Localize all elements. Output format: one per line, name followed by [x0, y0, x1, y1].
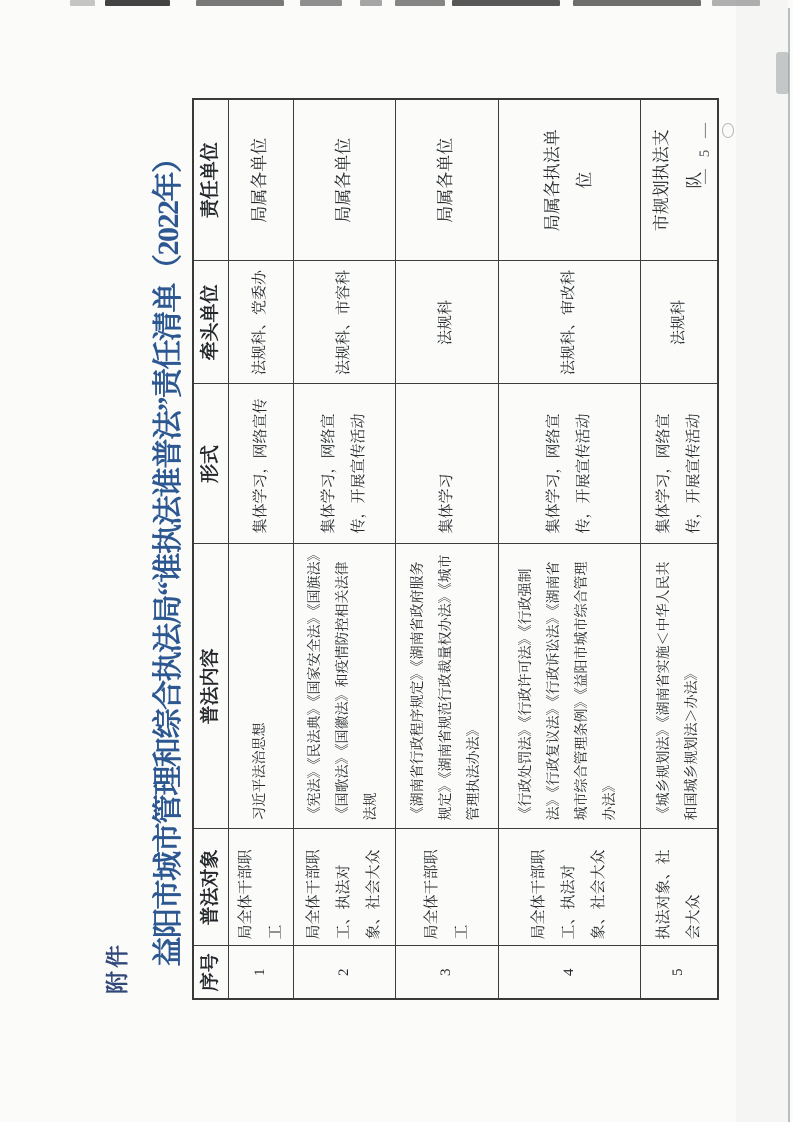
cell-content: 《行政处罚法》《行政许可法》《行政强制法》《行政复议法》《行政诉讼法》《湖南省城市综合管理条例》《益阳市城市综合管理办法》 — [498, 544, 640, 829]
cell-form: 集体学习，网络宣传，开展宣传活动 — [498, 384, 640, 544]
cell-lead-unit: 法规科、党委办 — [228, 261, 293, 384]
cell-form: 集体学习 — [395, 384, 498, 544]
cell-content: 《宪法》《民法典》《国家安全法》《国旗法》《国歌法》《国徽法》和疫情防控相关法律法规 — [293, 544, 395, 829]
table-row — [228, 99, 293, 999]
cell-target: 局全体干部职工 — [228, 829, 293, 946]
cell-form: 集体学习，网络宣传，开展宣传活动 — [640, 384, 718, 544]
table-header-row — [193, 99, 228, 999]
cell-responsible-unit: 局属各单位 — [228, 99, 293, 261]
cell-serial: 4 — [498, 946, 640, 999]
table-row — [498, 99, 640, 999]
cell-target: 局全体干部职工、执法对象、社会大众 — [293, 829, 395, 946]
col-header-responsible-unit: 责任单位 — [193, 99, 228, 261]
table-row — [395, 99, 498, 999]
col-header-target: 普法对象 — [193, 829, 228, 946]
cell-serial: 1 — [228, 946, 293, 999]
cell-responsible-unit: 局属各单位 — [395, 99, 498, 261]
table-row — [640, 99, 718, 999]
cell-lead-unit: 法规科、市容科 — [293, 261, 395, 384]
cell-lead-unit: 法规科 — [395, 261, 498, 384]
cell-lead-unit: 法规科、审改科 — [498, 261, 640, 384]
cell-target: 局全体干部职工 — [395, 829, 498, 946]
cell-serial: 3 — [395, 946, 498, 999]
cell-target: 局全体干部职工、执法对象、社会大众 — [498, 829, 640, 946]
cell-target: 执法对象、社会大众 — [640, 829, 718, 946]
cell-responsible-unit: 局属各执法单位 — [498, 99, 640, 261]
cell-serial: 5 — [640, 946, 718, 999]
cell-content: 《城乡规划法》《湖南省实施＜中华人民共和国城乡规划法＞办法》 — [640, 544, 718, 829]
cell-form: 集体学习，网络宣传 — [228, 384, 293, 544]
cell-form: 集体学习，网络宣传，开展宣传活动 — [293, 384, 395, 544]
col-header-serial: 序号 — [193, 946, 228, 999]
cell-responsible-unit: 市规划执法支队 — [640, 99, 718, 261]
cell-content: 《湖南省行政程序规定》《湖南省政府服务规定》《湖南省规范行政裁量权办法》《城市管理执法办法》 — [395, 544, 498, 829]
cell-responsible-unit: 局属各单位 — [293, 99, 395, 261]
cell-content: 习近平法治思想 — [228, 544, 293, 829]
doc-title: 益阳市城市管理和综合执法局“谁执法谁普法”责任清单（2022年） — [152, 144, 185, 967]
attachment-label: 附件 — [105, 942, 130, 994]
col-header-content: 普法内容 — [193, 544, 228, 829]
cell-serial: 2 — [293, 946, 395, 999]
responsibility-table — [192, 98, 719, 1000]
col-header-form: 形式 — [193, 384, 228, 544]
cell-lead-unit: 法规科 — [640, 261, 718, 384]
table-row — [293, 99, 395, 999]
page-number: — 5 — — [697, 119, 713, 184]
col-header-lead-unit: 牵头单位 — [193, 261, 228, 384]
